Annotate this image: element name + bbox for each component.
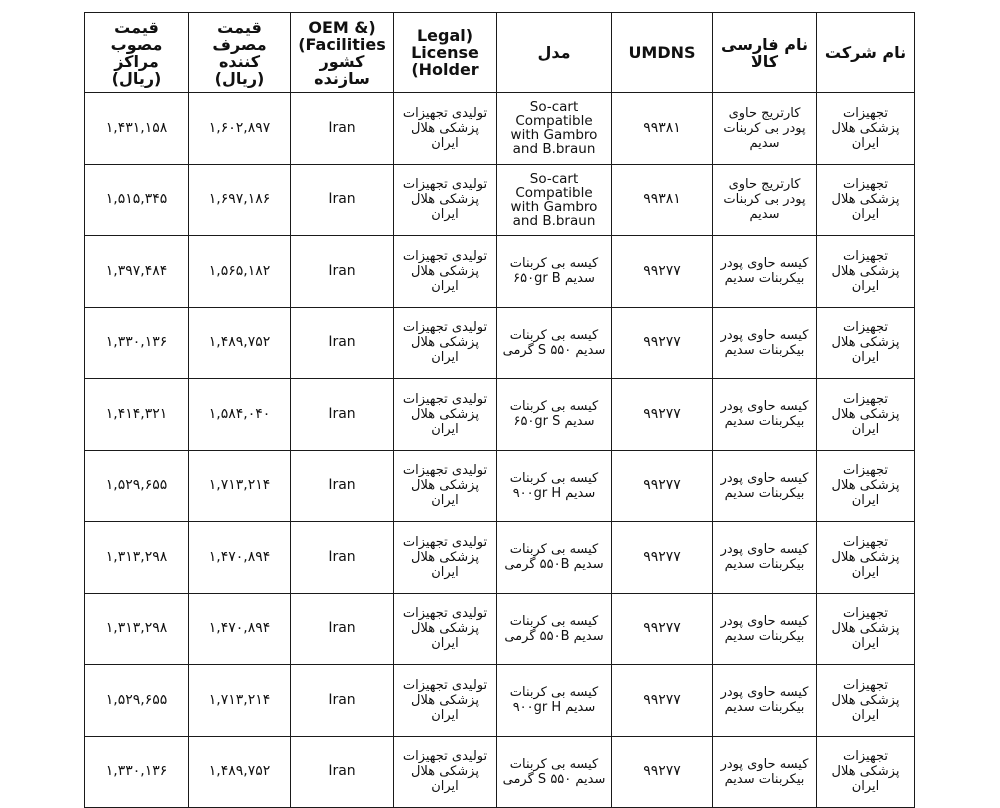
cell-company: تجهیزات پزشکی هلال ایران: [817, 593, 915, 665]
cell-license-holder: تولیدی تجهیزات پزشکی هلال ایران: [394, 665, 497, 737]
cell-consumer-price: ۱,۴۸۹,۷۵۲: [189, 307, 291, 379]
cell-country: Iran: [291, 522, 394, 594]
cell-model: کیسه بی کربنات سدیم ۹۰۰gr H: [497, 665, 612, 737]
cell-company: تجهیزات پزشکی هلال ایران: [817, 93, 915, 165]
cell-umdns: ۹۹۲۷۷: [612, 307, 713, 379]
cell-model: So-cart Compatible with Gambro and B.braun: [497, 164, 612, 236]
cell-consumer-price: ۱,۵۶۵,۱۸۲: [189, 236, 291, 308]
cell-country: Iran: [291, 236, 394, 308]
cell-consumer-price: ۱,۶۰۲,۸۹۷: [189, 93, 291, 165]
cell-model: کیسه بی کربنات سدیم ۶۵۰gr B: [497, 236, 612, 308]
cell-approved-price: ۱,۵۲۹,۶۵۵: [85, 665, 189, 737]
cell-company: تجهیزات پزشکی هلال ایران: [817, 164, 915, 236]
cell-approved-price: ۱,۳۱۳,۲۹۸: [85, 593, 189, 665]
cell-country: Iran: [291, 736, 394, 808]
cell-model: کیسه بی کربنات سدیم ۹۰۰gr H: [497, 450, 612, 522]
cell-country: Iran: [291, 665, 394, 737]
cell-persian-name: کیسه حاوی پودر بیکربنات سدیم: [713, 307, 817, 379]
cell-consumer-price: ۱,۴۷۰,۸۹۴: [189, 593, 291, 665]
cell-company: تجهیزات پزشکی هلال ایران: [817, 736, 915, 808]
cell-persian-name: کیسه حاوی پودر بیکربنات سدیم: [713, 522, 817, 594]
cell-company: تجهیزات پزشکی هلال ایران: [817, 379, 915, 451]
cell-model: کیسه بی کربنات سدیم ۶۵۰gr S: [497, 379, 612, 451]
table-header-row: [85, 13, 915, 93]
cell-persian-name: کیسه حاوی پودر بیکربنات سدیم: [713, 379, 817, 451]
header-license-holder: Legal) License (Holder: [394, 13, 497, 93]
cell-license-holder: تولیدی تجهیزات پزشکی هلال ایران: [394, 307, 497, 379]
cell-license-holder: تولیدی تجهیزات پزشکی هلال ایران: [394, 379, 497, 451]
cell-consumer-price: ۱,۴۷۰,۸۹۴: [189, 522, 291, 594]
table-row: [85, 450, 915, 522]
cell-model: کیسه بی کربنات سدیم ۵۵۰ S گرمی: [497, 736, 612, 808]
header-consumer-price: قیمت مصرف کننده (ریال): [189, 13, 291, 93]
cell-approved-price: ۱,۳۳۰,۱۳۶: [85, 736, 189, 808]
cell-country: Iran: [291, 93, 394, 165]
cell-license-holder: تولیدی تجهیزات پزشکی هلال ایران: [394, 93, 497, 165]
table-row: [85, 522, 915, 594]
cell-consumer-price: ۱,۴۸۹,۷۵۲: [189, 736, 291, 808]
cell-persian-name: کارتریج حاوی پودر بی کربنات سدیم: [713, 164, 817, 236]
cell-persian-name: کیسه حاوی پودر بیکربنات سدیم: [713, 236, 817, 308]
cell-license-holder: تولیدی تجهیزات پزشکی هلال ایران: [394, 593, 497, 665]
table-row: [85, 379, 915, 451]
cell-umdns: ۹۹۲۷۷: [612, 450, 713, 522]
cell-approved-price: ۱,۳۳۰,۱۳۶: [85, 307, 189, 379]
cell-persian-name: کیسه حاوی پودر بیکربنات سدیم: [713, 593, 817, 665]
cell-approved-price: ۱,۴۱۴,۳۲۱: [85, 379, 189, 451]
cell-approved-price: ۱,۳۱۳,۲۹۸: [85, 522, 189, 594]
cell-umdns: ۹۹۲۷۷: [612, 665, 713, 737]
cell-persian-name: کیسه حاوی پودر بیکربنات سدیم: [713, 736, 817, 808]
price-table-container: [84, 12, 914, 808]
cell-company: تجهیزات پزشکی هلال ایران: [817, 450, 915, 522]
table-body: [85, 93, 915, 808]
cell-persian-name: کیسه حاوی پودر بیکربنات سدیم: [713, 450, 817, 522]
cell-persian-name: کیسه حاوی پودر بیکربنات سدیم: [713, 665, 817, 737]
header-umdns: UMDNS: [612, 13, 713, 93]
cell-approved-price: ۱,۵۲۹,۶۵۵: [85, 450, 189, 522]
cell-umdns: ۹۹۲۷۷: [612, 236, 713, 308]
cell-approved-price: ۱,۴۳۱,۱۵۸: [85, 93, 189, 165]
cell-license-holder: تولیدی تجهیزات پزشکی هلال ایران: [394, 236, 497, 308]
cell-country: Iran: [291, 593, 394, 665]
cell-consumer-price: ۱,۷۱۳,۲۱۴: [189, 665, 291, 737]
cell-license-holder: تولیدی تجهیزات پزشکی هلال ایران: [394, 450, 497, 522]
table-row: [85, 665, 915, 737]
header-company: نام شرکت: [817, 13, 915, 93]
cell-country: Iran: [291, 450, 394, 522]
cell-consumer-price: ۱,۵۸۴,۰۴۰: [189, 379, 291, 451]
cell-license-holder: تولیدی تجهیزات پزشکی هلال ایران: [394, 522, 497, 594]
cell-approved-price: ۱,۳۹۷,۴۸۴: [85, 236, 189, 308]
table-row: [85, 236, 915, 308]
cell-consumer-price: ۱,۶۹۷,۱۸۶: [189, 164, 291, 236]
header-persian-name: نام فارسی کالا: [713, 13, 817, 93]
cell-umdns: ۹۹۲۷۷: [612, 522, 713, 594]
table-row: [85, 593, 915, 665]
table-row: [85, 164, 915, 236]
cell-consumer-price: ۱,۷۱۳,۲۱۴: [189, 450, 291, 522]
cell-model: کیسه بی کربنات سدیم ۵۵۰B گرمی: [497, 593, 612, 665]
table-row: [85, 93, 915, 165]
price-table: [84, 12, 915, 808]
cell-approved-price: ۱,۵۱۵,۳۴۵: [85, 164, 189, 236]
table-row: [85, 307, 915, 379]
cell-umdns: ۹۹۳۸۱: [612, 164, 713, 236]
cell-company: تجهیزات پزشکی هلال ایران: [817, 236, 915, 308]
table-row: [85, 736, 915, 808]
cell-country: Iran: [291, 307, 394, 379]
header-approved-price: قیمت مصوب مراکز (ریال): [85, 13, 189, 93]
cell-model: So-cart Compatible with Gambro and B.braun: [497, 93, 612, 165]
cell-umdns: ۹۹۳۸۱: [612, 93, 713, 165]
cell-umdns: ۹۹۲۷۷: [612, 736, 713, 808]
cell-company: تجهیزات پزشکی هلال ایران: [817, 522, 915, 594]
cell-umdns: ۹۹۲۷۷: [612, 379, 713, 451]
header-oem-country: OEM &) (Facilities کشور سازنده: [291, 13, 394, 93]
cell-persian-name: کارتریج حاوی پودر بی کربنات سدیم: [713, 93, 817, 165]
cell-company: تجهیزات پزشکی هلال ایران: [817, 665, 915, 737]
cell-license-holder: تولیدی تجهیزات پزشکی هلال ایران: [394, 736, 497, 808]
cell-umdns: ۹۹۲۷۷: [612, 593, 713, 665]
header-model: مدل: [497, 13, 612, 93]
cell-country: Iran: [291, 379, 394, 451]
cell-model: کیسه بی کربنات سدیم ۵۵۰ S گرمی: [497, 307, 612, 379]
cell-country: Iran: [291, 164, 394, 236]
cell-model: کیسه بی کربنات سدیم ۵۵۰B گرمی: [497, 522, 612, 594]
cell-company: تجهیزات پزشکی هلال ایران: [817, 307, 915, 379]
cell-license-holder: تولیدی تجهیزات پزشکی هلال ایران: [394, 164, 497, 236]
